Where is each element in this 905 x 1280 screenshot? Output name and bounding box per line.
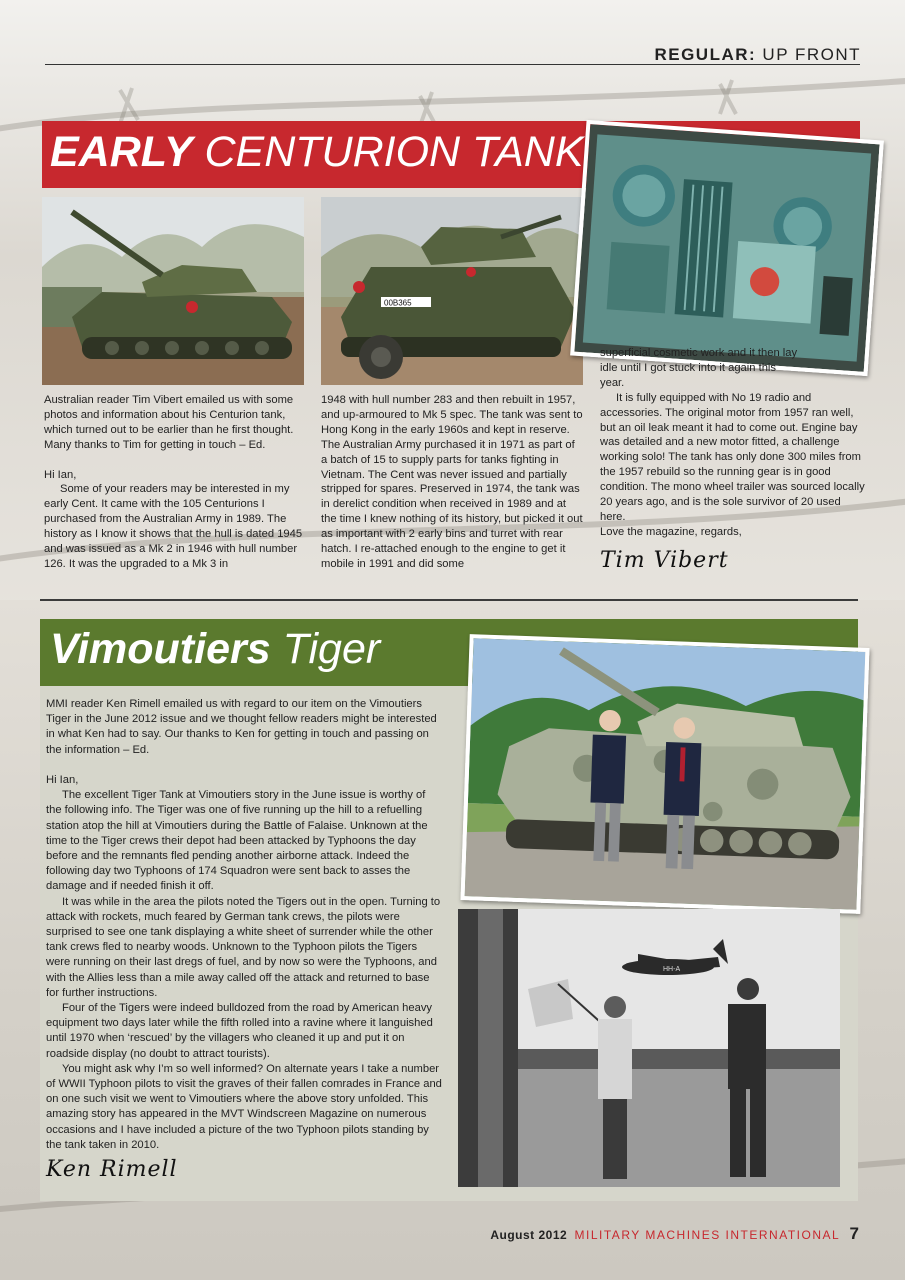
article1-greeting: Hi Ian, <box>44 468 77 481</box>
centurion-tank-photo-front <box>321 197 583 385</box>
section-header <box>654 45 861 65</box>
article1-paragraph-2: 1948 with hull number 283 and then rebuilt in 1957, and up-armoured to Mk 5 spec. The tank was sent to Hong Kong in the early 1960s and kept in reserve. The Australian Army purchased it in 1971 as part of a batch of 15 to supply parts for tanks fighting in Vietnam. The Cent was never issued and partially stripped for spares. Preserved in 1974, the tank was in derelict condition when received in 1989 and at the time I knew nothing of its history, but picked it out as important with 2 early bins and turret with rear hatch. I re-attached enough to the engine to get it mobile in 1991 and did some <box>321 394 583 570</box>
section-label-bold: REGULAR: <box>654 45 757 64</box>
typhoon-pilots-archive-photo <box>458 909 840 1187</box>
centurion-engine-bay-photo <box>570 120 884 376</box>
article1-column-2 <box>321 393 583 572</box>
article1-closing: Love the magazine, regards, <box>600 525 742 538</box>
article2-greeting: Hi Ian, <box>46 774 79 786</box>
footer-magazine-name: MILITARY MACHINES INTERNATIONAL <box>574 1228 841 1242</box>
tiger-tank-pilots-photo <box>460 634 869 914</box>
article1-title-rest: CENTURION TANK <box>204 128 584 176</box>
centurion-tank-photo-side <box>42 197 304 385</box>
article2-paragraph-3: Four of the Tigers were indeed bulldozed from the road by American heavy equipment two days later while the fifth rolled into a ravine where it languished until 1970 when ‘rescued’ by the villagers who cleaned it up and put it on roadside display (no doubt to attract tourists). <box>46 1002 433 1060</box>
article1-column-3 <box>600 346 865 540</box>
article1-paragraph-3: superficial cosmetic work and it then lay idle until I got stuck into it again this year. <box>600 347 798 389</box>
article2-paragraph-2: It was while in the area the pilots noted the Tigers out in the open. Turning to attack with rockets, much feared by German tank crews, the pilots were surprised to see one tank displaying a white sheet of surrender while the other tank crews fled to nearby woods. Unknown to the Typhoon pilots the Tigers were running on their last dregs of fuel, and by now so were the Typhoons, and with the Allies less than a mile away called off the attack and returned to base for further instructions. <box>46 895 441 999</box>
aircraft-code: HH-A <box>663 966 681 973</box>
article1-paragraph-1: Some of your readers may be interested in my early Cent. It came with the 105 Centurions I purchased from the Australian Army in 1989. The history as I know it shows that the hull is dated 1945 and was issued as a Mk 2 in 1946 with hull number 126. It was the upgraded to a Mk 3 in <box>44 483 303 570</box>
article2-signature: Ken Rimell <box>46 1157 178 1182</box>
page-footer <box>490 1224 859 1244</box>
hull-number-plate: 00B365 <box>384 298 412 308</box>
article2-paragraph-4: You might ask why I’m so well informed? On alternate years I take a number of WWII Typhoon pilots to visit the graves of their fallen comrades in France and on one such visit we went to Vimoutiers where the above story unfolded. This amazing story has appeared in the MVT Windscreen Magazine on numerous occasions and I have included a picture of the two Typhoon pilots standing by the tank taken in 2010. <box>46 1062 442 1151</box>
article1-intro: Australian reader Tim Vibert emailed us with some photos and information about his Centurion tank, which turned out to be earlier than he first thought. Many thanks to Tim for getting in touch – Ed. <box>44 394 294 451</box>
section-label-rest: UP FRONT <box>762 45 861 64</box>
article1-paragraph-4: It is fully equipped with No 19 radio and accessories. The original motor from 1957 ran well, but an oil leak meant it had to come out. Engine bay was detailed and a new motor fitted, a challenge working solo! The tank has only done 300 miles from the 1957 rebuild so the running gear is in good condition. The mono wheel trailer was sourced locally 20 years ago, and is the sole survivor of 20 used here. <box>600 391 865 523</box>
section-divider <box>40 599 858 601</box>
article2-title-bold: Vimoutiers <box>50 625 271 673</box>
article1-title <box>50 128 584 177</box>
article1-signature: Tim Vibert <box>600 548 729 573</box>
article1-column-1 <box>44 393 304 572</box>
article2-paragraph-1: The excellent Tiger Tank at Vimoutiers story in the June issue is worthy of the following info. The Tiger was one of five running up the hill to a refuelling station atop the hill at Vimoutiers during the Battle of Falaise. Unknown at the time to the Tiger crews their depot had been attacked by Typhoons the day before and the remnants fled pending another airborne attack. Indeed the following day two Typhoons of 174 Squadron were sent back to asses the damage and if needed finish it off. <box>46 789 428 893</box>
article1-title-bold: EARLY <box>50 128 193 176</box>
footer-date: August 2012 <box>490 1228 568 1242</box>
page-number: 7 <box>849 1224 859 1243</box>
article2-title-rest: Tiger <box>282 625 381 673</box>
article2-title <box>50 625 380 674</box>
article2-intro: MMI reader Ken Rimell emailed us with regard to our item on the Vimoutiers Tiger in the June 2012 issue and we thought fellow readers might be interested in what Ken had to say. Our thanks to Ken for getting in touch and passing on the information – Ed. <box>46 698 437 756</box>
article2-column <box>46 697 442 1153</box>
